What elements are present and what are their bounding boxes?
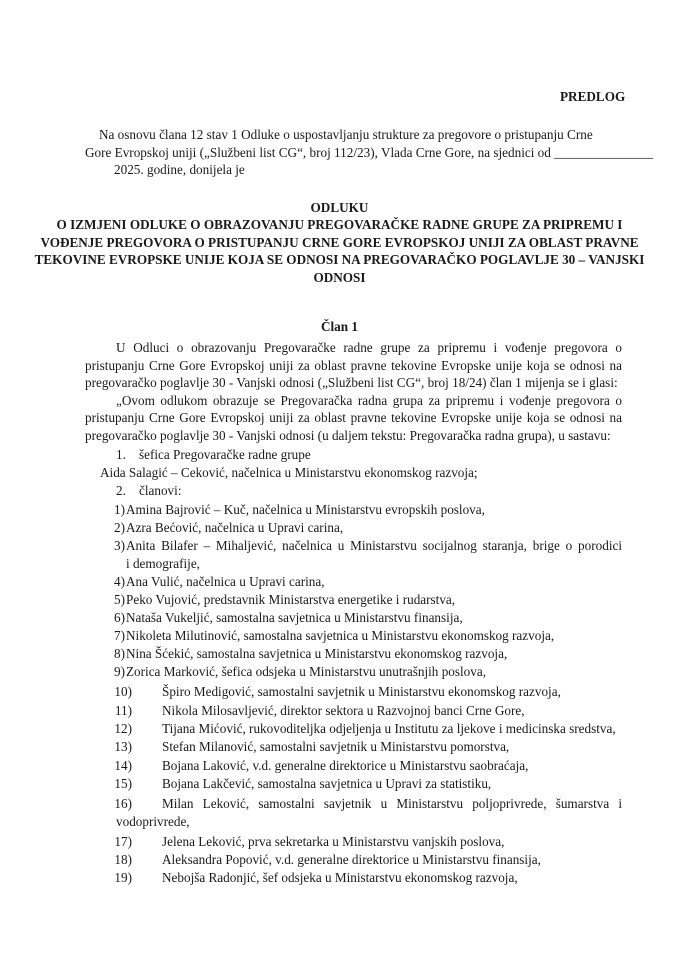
member-entry: Jelena Leković, prva sekretarka u Ministarstvu vanjskih poslova, <box>162 834 505 849</box>
member-entry: Nina Šćekić, samostalna savjetnica u Ministarstvu ekonomskog razvoja, <box>126 646 508 661</box>
decision-title: ODLUKU <box>310 200 369 215</box>
member-number: 11) <box>114 703 132 718</box>
member-entry: Nebojša Radonjić, šef odsjeka u Ministarstvu ekonomskog razvoja, <box>162 870 518 885</box>
member-entry: Bojana Laković, v.d. generalne direktorice u Ministarstvu saobraćaja, <box>162 758 529 773</box>
member-entry: Milan Leković, samostalni savjetnik u Ministarstvu poljoprivrede, šumarstva i <box>162 796 622 811</box>
section-number: 2. <box>116 483 126 498</box>
member-entry: Azra Bećović, načelnica u Upravi carina, <box>126 520 344 535</box>
member-number: 7) <box>114 628 125 643</box>
member-entry: Aleksandra Popović, v.d. generalne direktorice u Ministarstvu finansija, <box>162 852 541 867</box>
document-label: PREDLOG <box>560 89 626 104</box>
decision-subtitle: VOĐENJE PREGOVORA O PRISTUPANJU CRNE GORE EVROPSKOJ UNIJI ZA OBLAST PRAVNE <box>40 235 639 250</box>
article-paragraph-line: pristupanju Crne Gore Evropskoj uniji za oblast pravne tekovine Evropske unije koja se odnosi na <box>85 358 622 373</box>
member-number: 10) <box>114 684 132 699</box>
member-number: 14) <box>114 758 132 773</box>
member-number: 16) <box>114 796 132 811</box>
member-number: 19) <box>114 870 132 885</box>
member-number: 2) <box>114 520 125 535</box>
member-number: 3) <box>114 538 125 553</box>
member-entry: Ana Vulić, načelnica u Upravi carina, <box>126 574 325 589</box>
member-entry: Stefan Milanović, samostalni savjetnik u Ministarstvu pomorstva, <box>162 739 510 754</box>
article-heading: Član 1 <box>320 319 358 334</box>
member-number: 15) <box>114 776 132 791</box>
member-entry-continuation: vodoprivrede, <box>116 814 190 829</box>
section-number: 1. <box>116 447 126 462</box>
article-paragraph-line: U Odluci o obrazovanju Pregovaračke radne grupe za pripremu i vođenje pregovora o <box>116 340 622 355</box>
decision-subtitle: TEKOVINE EVROPSKE UNIJE KOJA SE ODNOSI NA PREGOVARAČKO POGLAVLJE 30 – VANJSKI <box>34 252 645 267</box>
article-paragraph-line: pregovaračko poglavlje 30 - Vanjski odnosi (u daljem tekstu: Pregovaračka radna grupa), u sastavu: <box>85 428 611 443</box>
member-number: 1) <box>114 502 125 517</box>
chief-entry: Aida Salagić – Ceković, načelnica u Ministarstvu ekonomskog razvoja; <box>100 465 478 480</box>
member-entry: Tijana Mićović, rukovoditeljka odjeljenja u Institutu za ljekove i medicinska sredstva, <box>162 721 616 736</box>
article-paragraph-line: pristupanju Crne Gore Evropskoj uniji za oblast pravne tekovine Evropske unije koja se odnosi na <box>85 410 622 425</box>
member-number: 18) <box>114 852 132 867</box>
member-entry: Peko Vujović, predstavnik Ministarstva energetike i rudarstva, <box>126 592 456 607</box>
member-entry: Amina Bajrović – Kuč, načelnica u Ministarstvu evropskih poslova, <box>126 502 485 517</box>
member-entry: Zorica Marković, šefica odsjeka u Ministarstvu unutrašnjih poslova, <box>126 664 487 679</box>
section-label: članovi: <box>139 483 182 498</box>
member-number: 12) <box>114 721 132 736</box>
member-number: 13) <box>114 739 132 754</box>
section-label: šefica Pregovaračke radne grupe <box>139 447 311 462</box>
member-number: 6) <box>114 610 125 625</box>
article-paragraph-line: pregovaračko poglavlje 30 - Vanjski odnosi („Službeni list CG“, broj 18/24) član 1 mijenja se i glasi: <box>85 375 618 390</box>
decision-subtitle: ODNOSI <box>313 270 366 285</box>
member-entry-continuation: i demografije, <box>126 556 200 571</box>
member-entry: Nataša Vukeljić, samostalna savjetnica u Ministarstvu finansija, <box>126 610 463 625</box>
member-number: 9) <box>114 664 125 679</box>
preamble-line: Na osnovu člana 12 stav 1 Odluke o uspostavljanju strukture za pregovore o pristupanju Crne <box>99 127 593 142</box>
preamble-line: 2025. godine, donijela je <box>114 162 245 177</box>
member-number: 8) <box>114 646 125 661</box>
member-entry: Nikoleta Milutinović, samostalna savjetnica u Ministarstvu ekonomskog razvoja, <box>126 628 555 643</box>
member-entry: Nikola Milosavljević, direktor sektora u Razvojnoj banci Crne Gore, <box>162 703 525 718</box>
member-entry: Špiro Medigović, samostalni savjetnik u Ministarstvu ekonomskog razvoja, <box>162 684 561 699</box>
preamble-line: Gore Evropskoj uniji („Službeni list CG“, broj 112/23), Vlada Crne Gore, na sjednici od _______________ <box>85 145 654 160</box>
decision-subtitle: O IZMJENI ODLUKE O OBRAZOVANJU PREGOVARAČKE RADNE GRUPE ZA PRIPREMU I <box>56 217 623 232</box>
member-entry: Bojana Lakčević, samostalna savjetnica u Upravi za statistiku, <box>162 776 492 791</box>
member-entry: Anita Bilafer – Mihaljević, načelnica u Ministarstvu socijalnog staranja, brige o porodici <box>126 538 622 553</box>
member-number: 17) <box>114 834 132 849</box>
member-number: 5) <box>114 592 125 607</box>
member-number: 4) <box>114 574 125 589</box>
article-paragraph-line: „Ovom odlukom obrazuje se Pregovaračka radna grupa za pripremu i vođenje pregovora o <box>116 393 622 408</box>
